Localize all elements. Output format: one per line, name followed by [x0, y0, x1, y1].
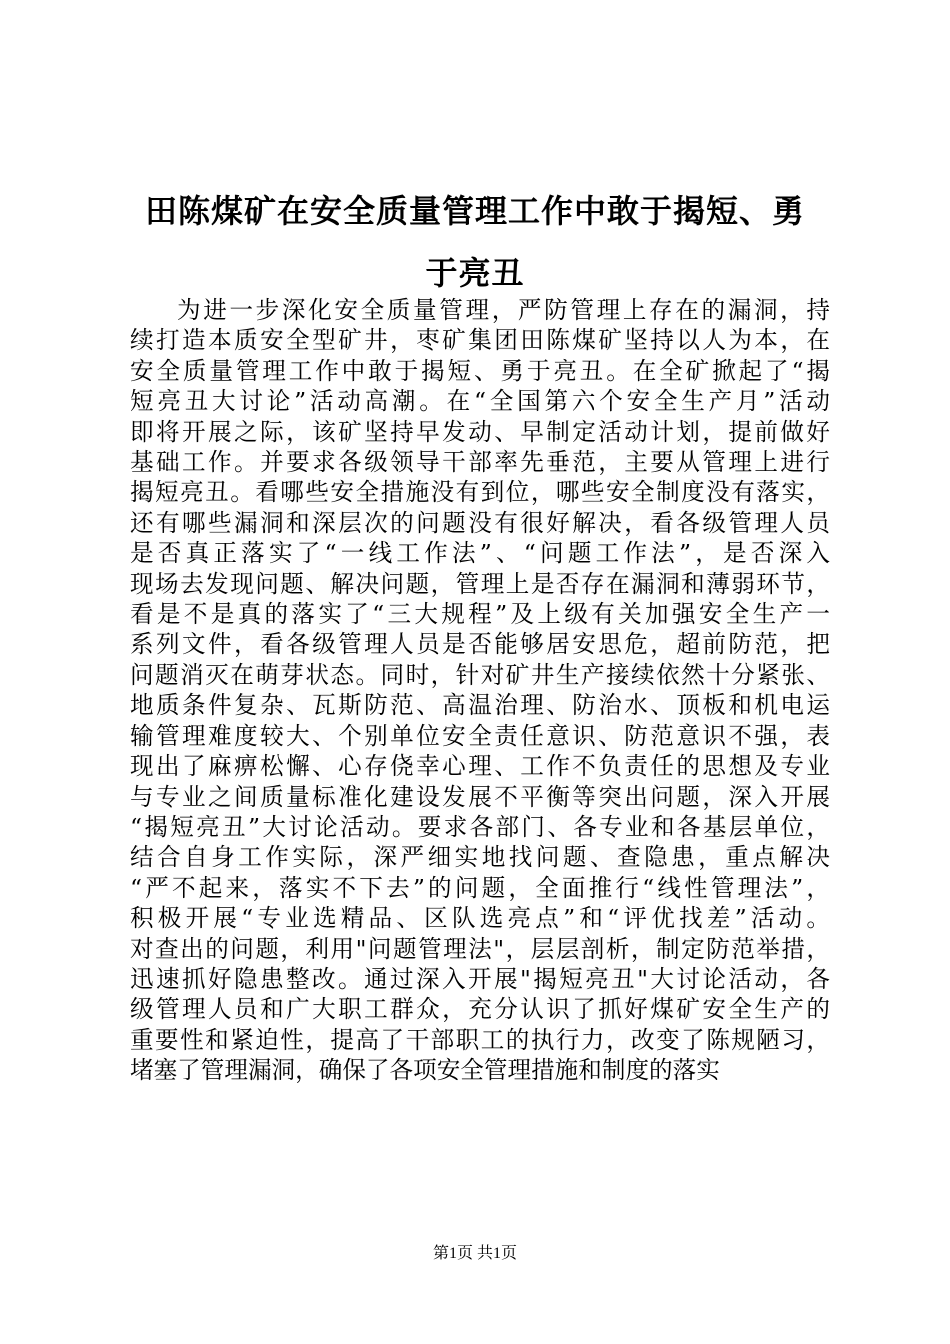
body-line: 结合自身工作实际，深严细实地找问题、查隐患，重点解决: [130, 843, 830, 872]
document-title: [110, 180, 840, 304]
body-line: “揭短亮丑”大讨论活动。要求各部门、各专业和各基层单位，: [130, 812, 830, 841]
body-line: 为进一步深化安全质量管理，严防管理上存在的漏洞，持: [177, 296, 830, 324]
body-line: 现出了麻痹松懈、心存侥幸心理、工作不负责任的思想及专业: [130, 752, 830, 781]
body-line: 短亮丑大讨论”活动高潮。在“全国第六个安全生产月”活动: [130, 387, 830, 416]
title-line: 田陈煤矿在安全质量管理工作中敢于揭短、勇: [144, 192, 805, 230]
body-line: 看是不是真的落实了“三大规程”及上级有关加强安全生产一: [130, 600, 830, 629]
body-line: 对查出的问题，利用"问题管理法"，层层剖析，制定防范举措，: [130, 934, 830, 963]
body-line: 续打造本质安全型矿井，枣矿集团田陈煤矿坚持以人为本，在: [130, 326, 830, 355]
body-line: 安全质量管理工作中敢于揭短、勇于亮丑。在全矿掀起了“揭: [130, 356, 830, 385]
body-line: 与专业之间质量标准化建设发展不平衡等突出问题，深入开展: [130, 782, 830, 811]
body-line: 级管理人员和广大职工群众，充分认识了抓好煤矿安全生产的: [130, 995, 830, 1024]
body-line: 还有哪些漏洞和深层次的问题没有很好解决，看各级管理人员: [130, 508, 830, 537]
body-line: “严不起来，落实不下去”的问题，全面推行“线性管理法”，: [130, 873, 830, 902]
body-line: 地质条件复杂、瓦斯防范、高温治理、防治水、顶板和机电运: [130, 691, 830, 720]
body-line: 积极开展“专业选精品、区队选亮点”和“评优找差”活动。: [130, 904, 830, 933]
document-body: [130, 295, 830, 1086]
body-line: 基础工作。并要求各级领导干部率先垂范，主要从管理上进行: [130, 448, 830, 477]
body-line: 是否真正落实了“一线工作法”、“问题工作法”，是否深入: [130, 539, 830, 568]
body-line: 问题消灭在萌芽状态。同时，针对矿井生产接续依然十分紧张、: [130, 660, 830, 689]
page-footer: 第1页 共1页: [432, 1245, 517, 1262]
body-line: 重要性和紧迫性，提高了干部职工的执行力，改变了陈规陋习，: [130, 1025, 830, 1054]
body-line: 堵塞了管理漏洞，确保了各项安全管理措施和制度的落实: [130, 1056, 720, 1085]
body-line: 输管理难度较大、个别单位安全责任意识、防范意识不强，表: [130, 721, 830, 750]
body-line: 迅速抓好隐患整改。通过深入开展"揭短亮丑"大讨论活动，各: [130, 964, 830, 993]
body-line: 即将开展之际，该矿坚持早发动、早制定活动计划，提前做好: [130, 417, 830, 446]
body-line: 现场去发现问题、解决问题，管理上是否存在漏洞和薄弱环节，: [130, 569, 830, 598]
body-line: 系列文件，看各级管理人员是否能够居安思危，超前防范，把: [130, 630, 830, 659]
body-line: 揭短亮丑。看哪些安全措施没有到位，哪些安全制度没有落实，: [130, 478, 830, 507]
title-line: 于亮丑: [425, 254, 525, 292]
